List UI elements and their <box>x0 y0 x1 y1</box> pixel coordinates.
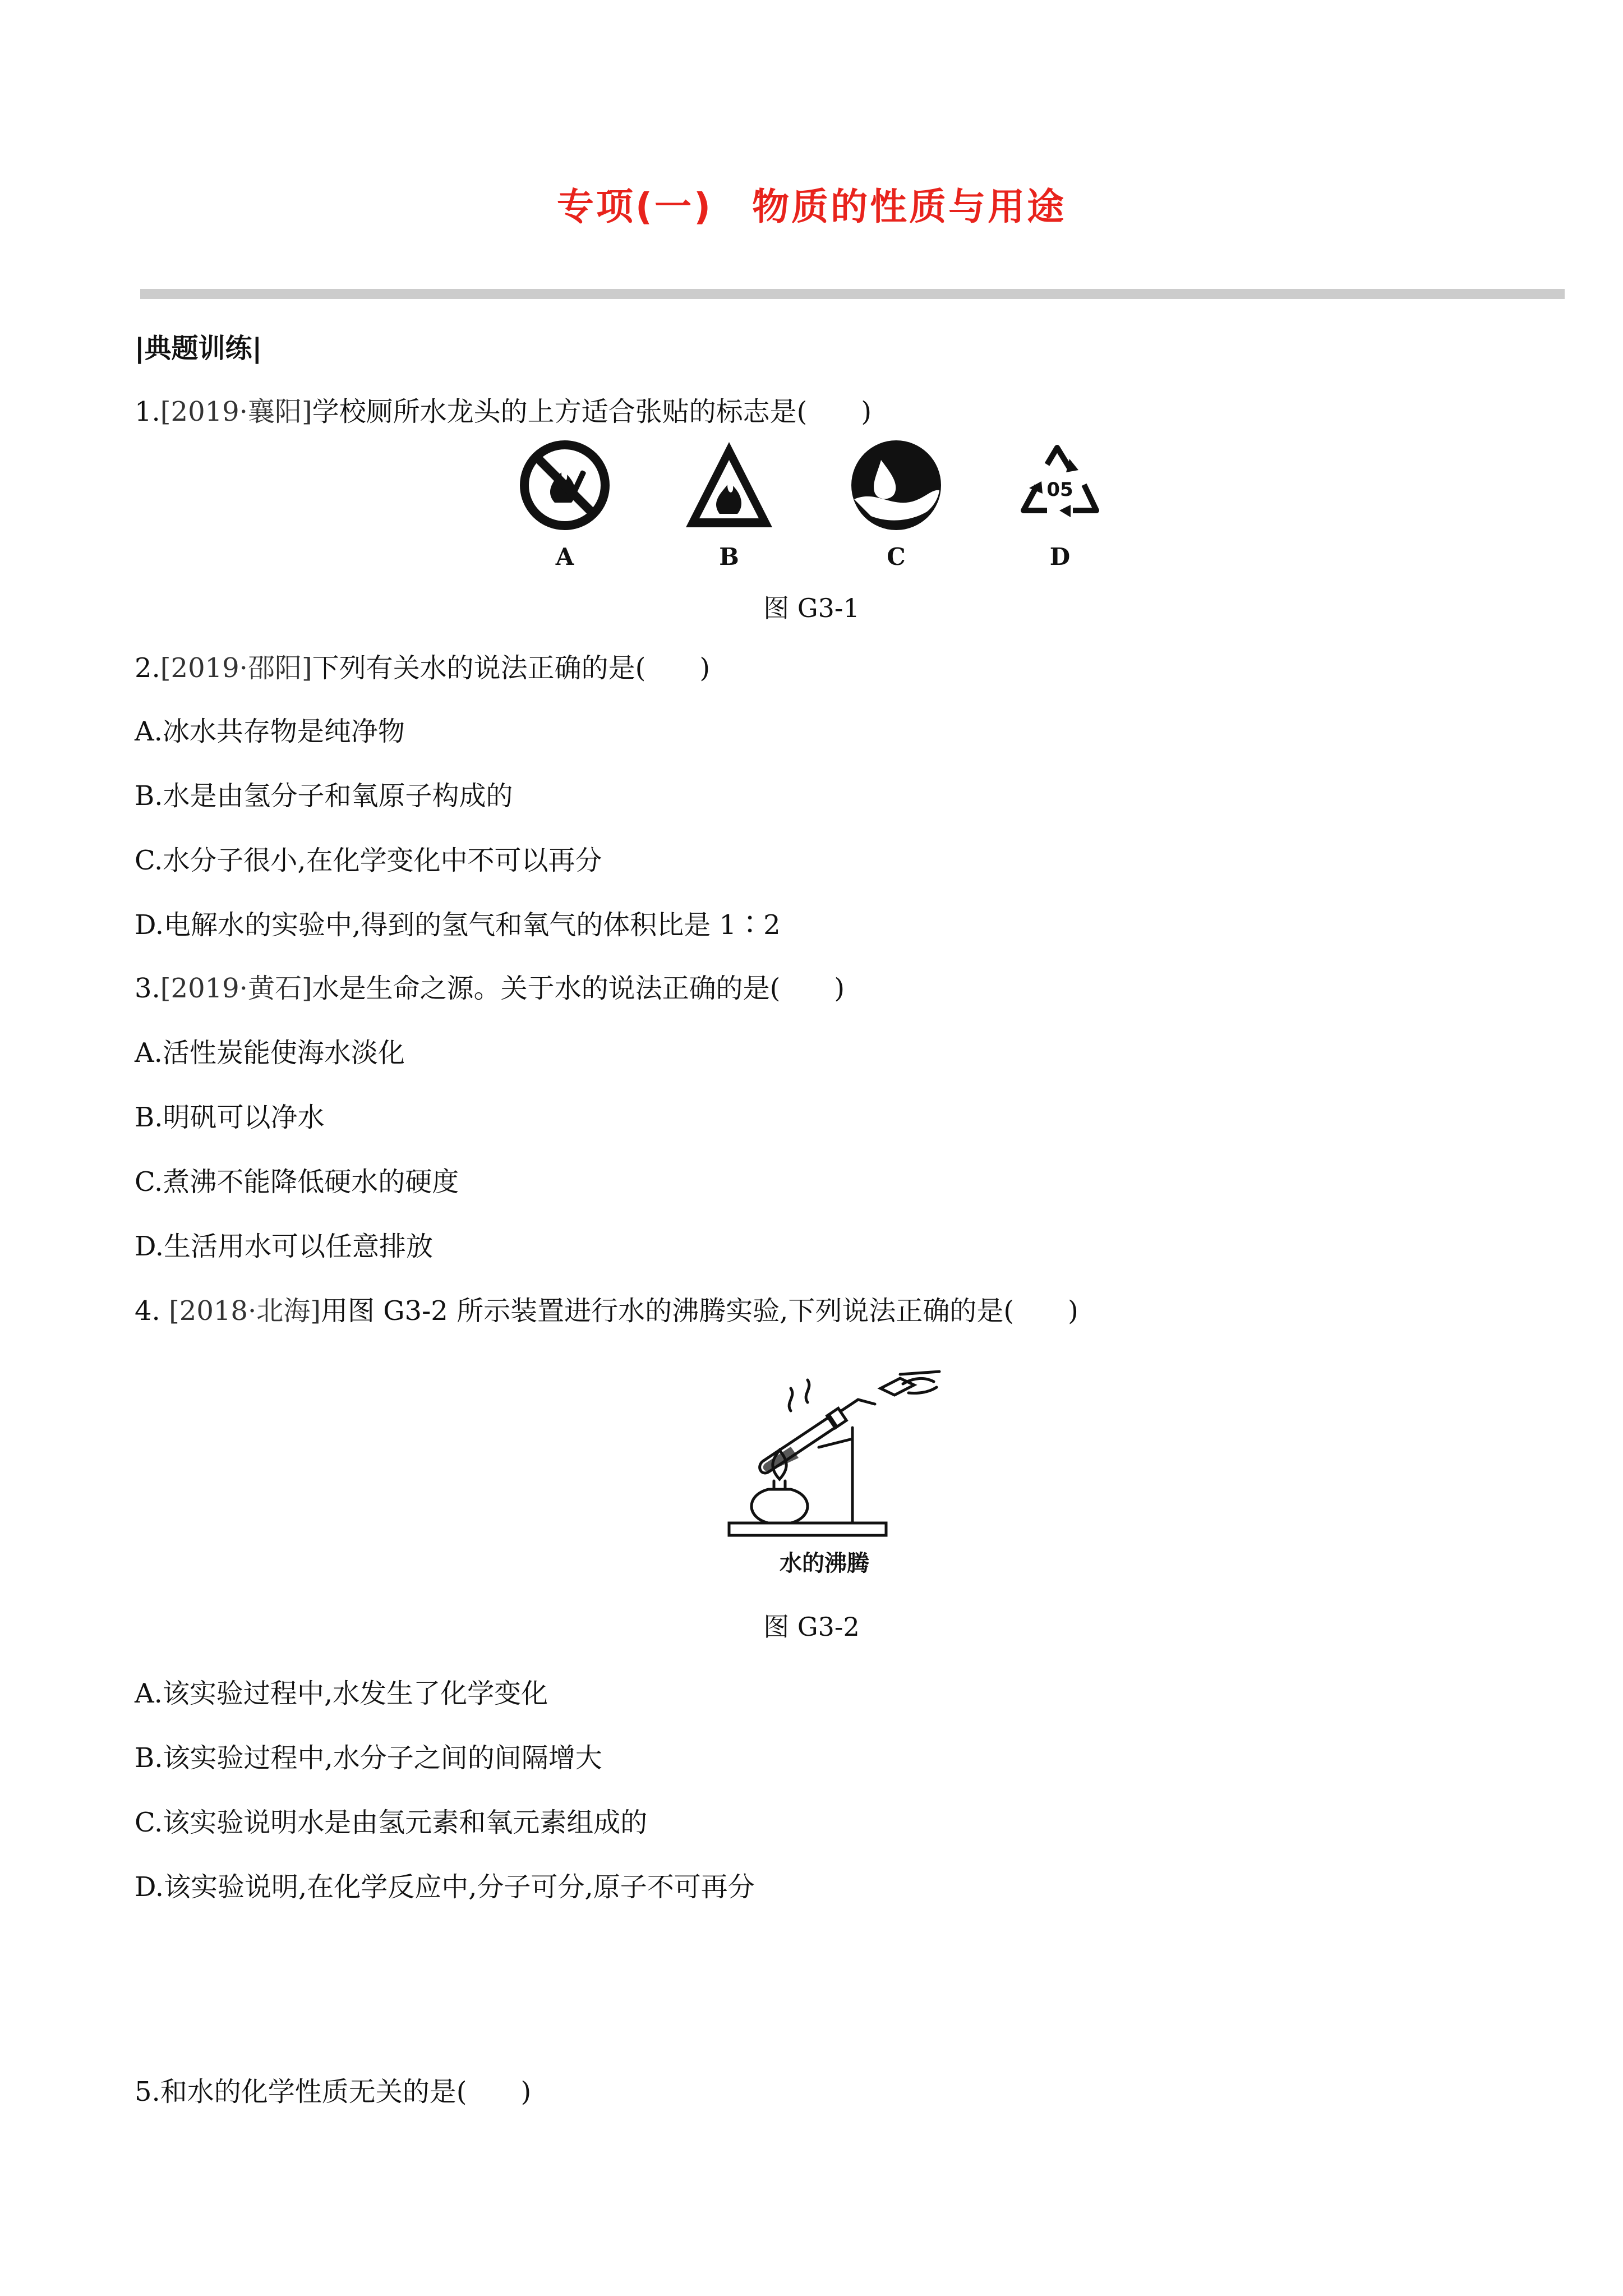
figure-caption-g3-1: 图 G3-1 <box>763 593 860 623</box>
question-stem: 下列有关水的说法正确的是( ) <box>312 652 711 684</box>
option: A.活性炭能使海水淡化 <box>135 1037 405 1069</box>
option: D.生活用水可以任意排放 <box>135 1231 434 1262</box>
recycle-number: 05 <box>1046 478 1073 501</box>
no-fire-sign-icon <box>517 438 612 533</box>
option: C.煮沸不能降低硬水的硬度 <box>135 1166 459 1198</box>
section-heading: |典题训练| <box>135 333 262 364</box>
question-stem: 学校厕所水龙头的上方适合张贴的标志是( ) <box>312 396 872 427</box>
option: B.该实验过程中,水分子之间的间隔增大 <box>135 1742 602 1774</box>
option: B.水是由氢分子和氧原子构成的 <box>135 780 513 812</box>
sign-label-d: D <box>1049 543 1071 570</box>
question-number: 4. <box>135 1295 169 1327</box>
option: D.该实验说明,在化学反应中,分子可分,原子不可再分 <box>135 1871 755 1903</box>
question-source: [2019·襄阳] <box>160 396 312 427</box>
question-number: 1. <box>135 396 160 427</box>
question-number: 5. <box>135 2076 160 2108</box>
sign-label-a: A <box>555 543 574 570</box>
page-title <box>0 177 1623 230</box>
option: A.冰水共存物是纯净物 <box>135 716 405 747</box>
title-divider <box>140 289 1565 299</box>
option: A.该实验过程中,水发生了化学变化 <box>135 1678 548 1709</box>
question-number: 3. <box>135 973 160 1004</box>
flammable-warning-sign-icon <box>681 438 777 533</box>
option: D.电解水的实验中,得到的氢气和氧气的体积比是 1∶2 <box>135 909 781 941</box>
question-source: [2018·北海] <box>169 1295 321 1327</box>
water-saving-sign-icon <box>849 438 944 533</box>
option: C.水分子很小,在化学变化中不可以再分 <box>135 845 602 876</box>
title-part2: 物质的性质与用途 <box>752 185 1067 228</box>
boiling-water-apparatus-illustration <box>707 1349 942 1573</box>
question-source: [2019·黄石] <box>160 973 312 1004</box>
question-2 <box>135 646 710 685</box>
title-part1: 专项(一) <box>556 185 713 228</box>
question-4 <box>135 1289 1078 1328</box>
recycle-sign-icon <box>1012 438 1108 533</box>
question-1 <box>135 390 872 429</box>
sign-label-c: C <box>887 543 906 570</box>
option: B.明矾可以净水 <box>135 1102 325 1133</box>
question-stem: 水是生命之源。关于水的说法正确的是( ) <box>312 973 845 1004</box>
question-stem: 用图 G3-2 所示装置进行水的沸腾实验,下列说法正确的是( ) <box>320 1295 1078 1327</box>
figure-label: 水的沸腾 <box>780 1550 869 1576</box>
sign-label-b: B <box>719 543 739 570</box>
figure-caption-g3-2: 图 G3-2 <box>763 1612 860 1642</box>
question-3 <box>135 967 845 1005</box>
question-stem: 和水的化学性质无关的是( ) <box>160 2076 532 2108</box>
question-5 <box>135 2070 531 2109</box>
option: C.该实验说明水是由氢元素和氧元素组成的 <box>135 1807 648 1838</box>
question-number: 2. <box>135 652 160 684</box>
question-source: [2019·邵阳] <box>160 652 312 684</box>
